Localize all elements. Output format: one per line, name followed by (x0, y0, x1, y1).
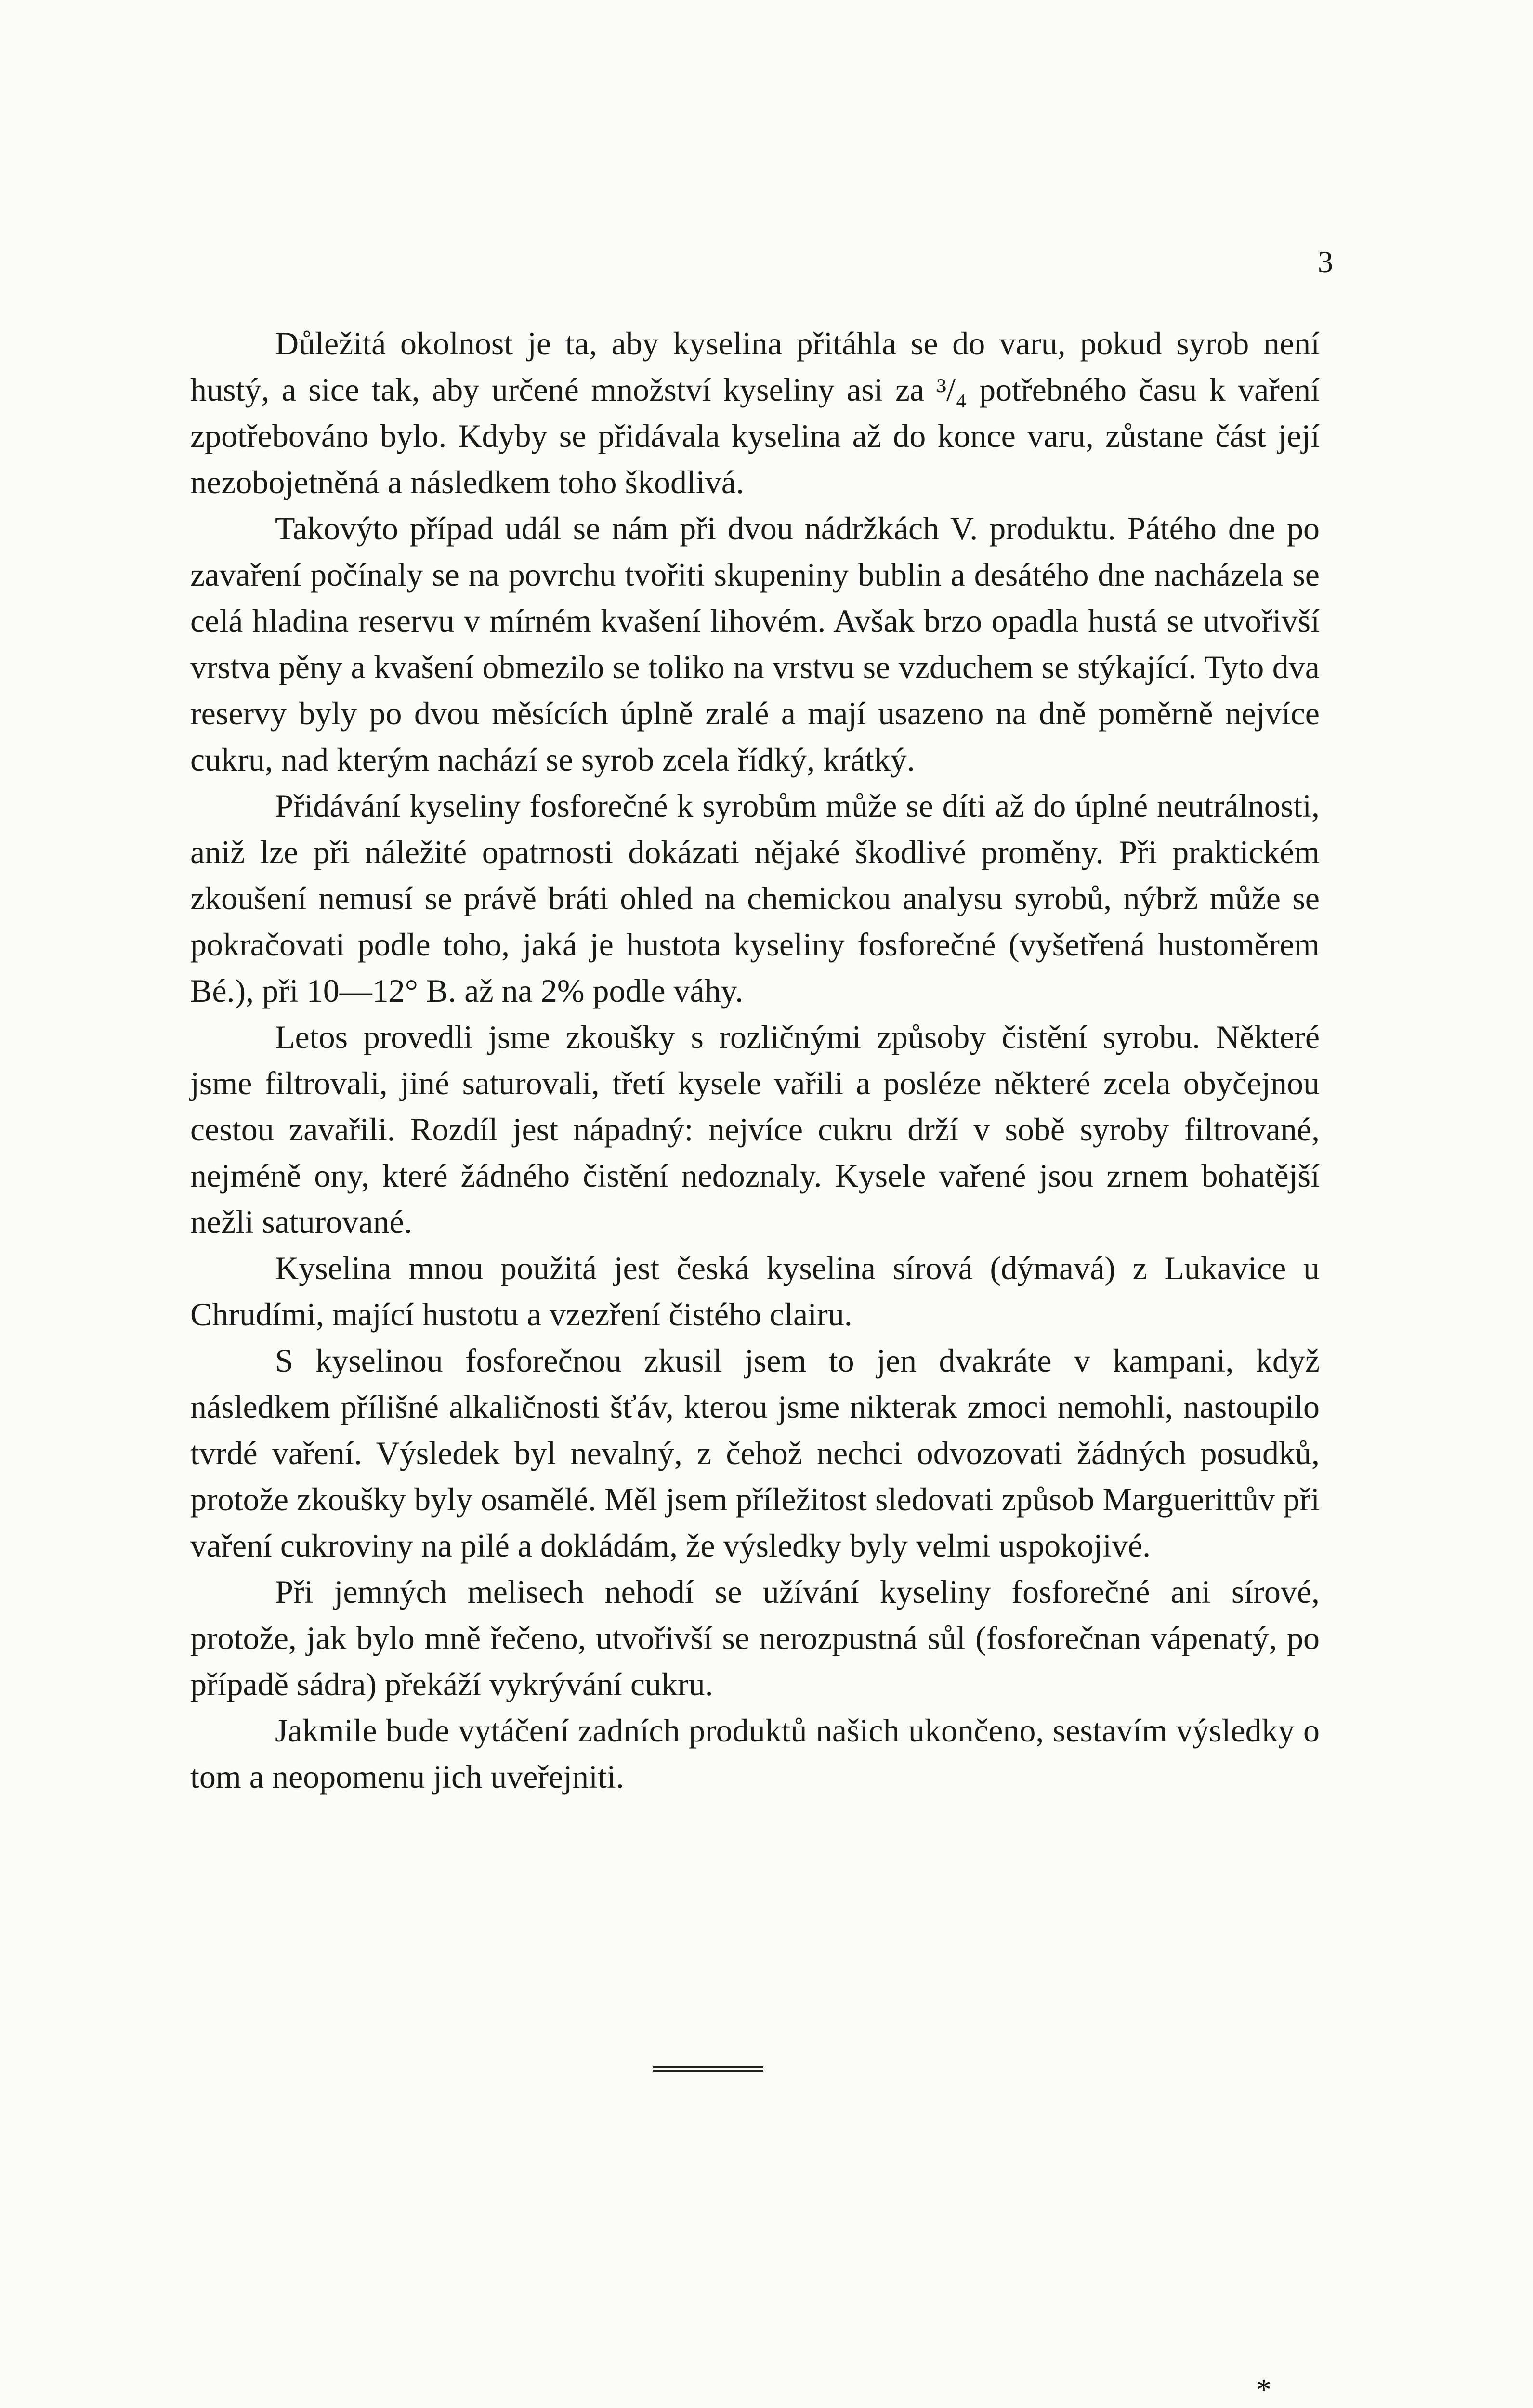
paragraph: Takovýto případ udál se nám při dvou nádržkách V. produktu. Pátého dne po zavaření počínaly se na povrchu tvořiti skupeniny bublin a desátého dne nacházela se celá hladina reservu v mírném kvašení lihovém. Avšak brzo opadla hustá se utvořivší vrstva pěny a kvašení obmezilo se toliko na vrstvu se vzduchem se stýkající. Tyto dva reservy byly po dvou měsících úplně zralé a mají usazeno na dně poměrně nejvíce cukru, nad kterým nachází se syrob zcela řídký, krátký. (190, 510, 1320, 778)
paragraph: Důležitá okolnost je ta, aby kyselina přitáhla se do varu, pokud syrob není hustý, a sice tak, aby určené množství kyseliny asi za ³/₄ potřebného času k vaření zpotřebováno bylo. Kdyby se přidávala kyselina až do konce varu, zůstane část její nezobojetněná a následkem toho škodlivá. (190, 325, 1320, 500)
paragraph: Při jemných melisech nehodí se užívání kyseliny fosforečné ani sírové, protože, jak bylo mně řečeno, utvořivší se nerozpustná sůl (fosforečnan vápenatý, po případě sádra) překáží vykrývání cukru. (190, 1573, 1320, 1702)
page-number: 3 (1318, 245, 1333, 279)
footer-mark: * (1256, 2372, 1271, 2407)
paragraph: Přidávání kyseliny fosforečné k syrobům může se díti až do úplné neutrálnosti, aniž lze při náležité opatrnosti dokázati nějaké škodlivé proměny. Při praktickém zkoušení nemusí se právě bráti ohled na chemickou analysu syrobů, nýbrž může se pokračovati podle toho, jaká je hustota kyseliny fosforečné (vyšetřená hustoměrem Bé.), při 10—12° B. až na 2% podle váhy. (190, 787, 1320, 1009)
paragraph: Kyselina mnou použitá jest česká kyselina sírová (dýmavá) z Lukavice u Chrudími, mající hustotu a vzezření čistého clairu. (190, 1250, 1320, 1333)
body-text (190, 320, 1320, 1800)
paragraph: Letos provedli jsme zkoušky s rozličnými způsoby čistění syrobu. Některé jsme filtrovali, jiné saturovali, třetí kysele vařili a posléze některé zcela obyčejnou cestou zavařili. Rozdíl jest nápadný: nejvíce cukru drží v sobě syroby filtrované, nejméně ony, které žádného čistění nedoznaly. Kysele vařené jsou zrnem bohatější nežli saturované. (190, 1019, 1320, 1240)
section-separator (653, 2066, 763, 2072)
paragraph: S kyselinou fosforečnou zkusil jsem to jen dvakráte v kampani, když následkem přílišné alkaličnosti šťáv, kterou jsme nikterak zmoci nemohli, nastoupilo tvrdé vaření. Výsledek byl nevalný, z čehož nechci odvozovati žádných posudků, protože zkoušky byly osamělé. Měl jsem příležitost sledovati způsob Marguerittův při vaření cukroviny na pilé a dokládám, že výsledky byly velmi uspokojivé. (190, 1342, 1320, 1564)
paragraph: Jakmile bude vytáčení zadních produktů našich ukončeno, sestavím výsledky o tom a neopomenu jich uveřejniti. (190, 1712, 1320, 1795)
